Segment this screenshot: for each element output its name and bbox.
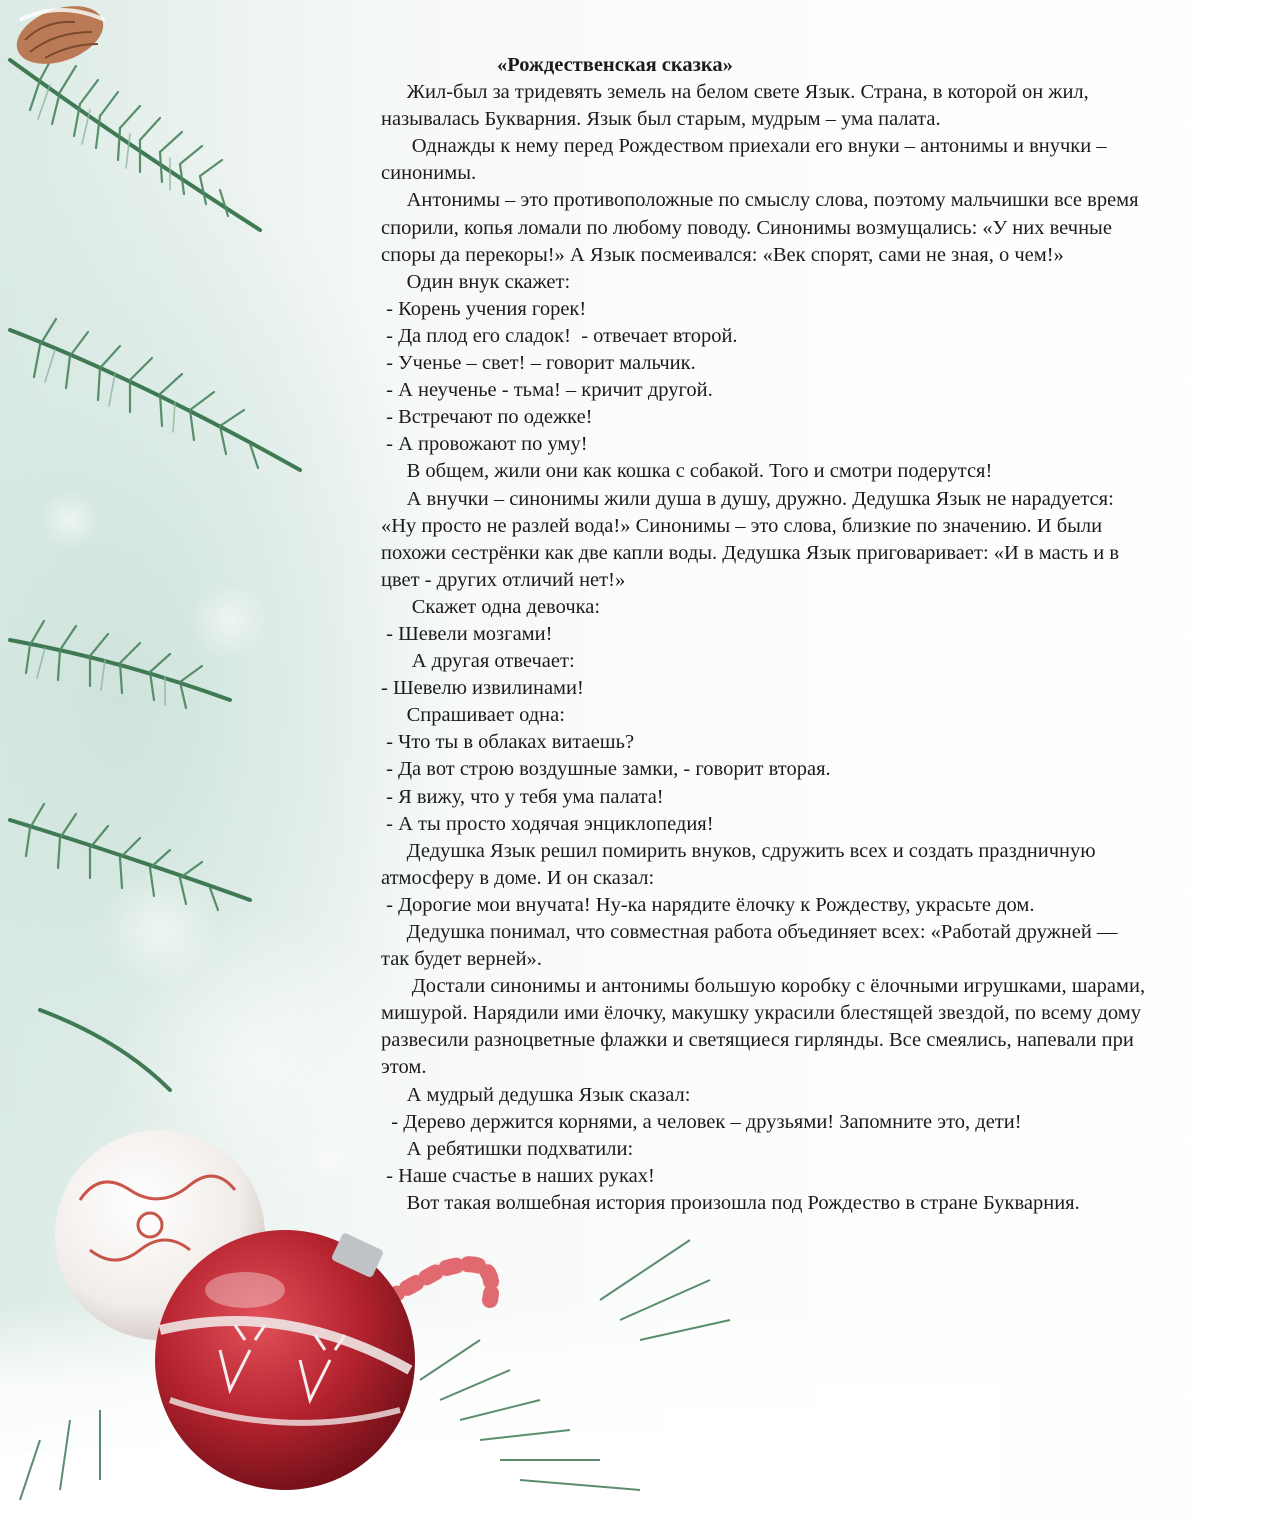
story-line: называлась Букварния. Язык был старым, мудрым – ума палата.: [381, 108, 941, 131]
story-line: развесили разноцветные флажки и светящиеся гирлянды. Все смеялись, напевали при: [381, 1029, 1134, 1052]
story-text: [381, 52, 1251, 1217]
story-line: - Дорогие мои внучата! Ну-ка нарядите ёлочку к Рождеству, украсьте дом.: [381, 893, 1035, 916]
story-line: Вот такая волшебная история произошла под Рождество в стране Букварния.: [381, 1191, 1080, 1214]
story-line: Антонимы – это противоположные по смыслу слова, поэтому мальчишки все время: [381, 189, 1139, 212]
story-line: так будет верней».: [381, 948, 542, 971]
story-line: А другая отвечает:: [381, 650, 575, 673]
story-line: Жил-был за тридевять земель на белом свете Язык. Страна, в которой он жил,: [381, 81, 1089, 104]
story-line: мишурой. Нарядили ими ёлочку, макушку украсили блестящей звездой, по всему дому: [381, 1002, 1141, 1025]
story-line: - А провожают по уму!: [381, 433, 588, 456]
story-line: - Наше счастье в наших руках!: [381, 1164, 655, 1187]
story-line: - Что ты в облаках витаешь?: [381, 731, 635, 754]
story-line: споры да перекоры!» А Язык посмеивался: «Век спорят, сами не зная, о чем!»: [381, 243, 1064, 266]
story-line: Спрашивает одна:: [381, 704, 565, 727]
story-line: А мудрый дедушка Язык сказал:: [381, 1083, 691, 1106]
story-line: Достали синонимы и антонимы большую коробку с ёлочными игрушками, шарами,: [381, 975, 1146, 998]
story-line: В общем, жили они как кошка с собакой. Того и смотри подерутся!: [381, 460, 993, 483]
story-line: «Ну просто не разлей вода!» Синонимы – это слова, близкие по значению. И были: [381, 514, 1103, 537]
story-line: - Да плод его сладок! - отвечает второй.: [381, 324, 738, 347]
story-line: - А ты просто ходячая энциклопедия!: [381, 812, 714, 835]
story-line: Однажды к нему перед Рождеством приехали его внуки – антонимы и внучки –: [381, 135, 1107, 158]
story-line: синонимы.: [381, 162, 477, 185]
story-line: Дедушка Язык решил помирить внуков, сдружить всех и создать праздничную: [381, 839, 1096, 862]
story-line: Дедушка понимал, что совместная работа объединяет всех: «Работай дружней —: [381, 921, 1118, 943]
story-line: атмосферу в доме. И он сказал:: [381, 866, 655, 889]
story-line: - Шевели мозгами!: [381, 622, 553, 645]
bokeh-icon: [40, 490, 410, 1210]
story-line: - Я вижу, что у тебя ума палата!: [381, 785, 664, 808]
story-line: Скажет одна девочка:: [381, 595, 601, 618]
story-line: похожи сестрёнки как две капли воды. Дедушка Язык приговаривает: «И в масть и в: [381, 541, 1119, 564]
story-line: - Встречают по одежке!: [381, 406, 593, 429]
story-line: - Ученье – свет! – говорит мальчик.: [381, 352, 696, 375]
pinecone-icon: [9, 0, 111, 75]
story-line: - Корень учения горек!: [381, 297, 587, 320]
story-line: Один внук скажет:: [381, 270, 571, 293]
story-line: А ребятишки подхватили:: [381, 1137, 634, 1160]
story-line: спорили, копья ломали по любому поводу. Синонимы возмущались: «У них вечные: [381, 216, 1112, 239]
story-line: цвет - других отличий нет!»: [381, 568, 626, 591]
story-line: - Шевелю извилинами!: [381, 677, 584, 700]
story-line: - Дерево держится корнями, а человек – друзьями! Запомните это, дети!: [381, 1110, 1022, 1133]
story-line: - Да вот строю воздушные замки, - говорит вторая.: [381, 758, 831, 781]
story-line: этом.: [381, 1056, 427, 1079]
story-title: «Рождественская сказка»: [497, 54, 733, 76]
story-line: А внучки – синонимы жили душа в душу, дружно. Дедушка Язык не нарадуется:: [381, 487, 1114, 510]
story-line: - А неученье - тьма! – кричит другой.: [381, 379, 713, 402]
